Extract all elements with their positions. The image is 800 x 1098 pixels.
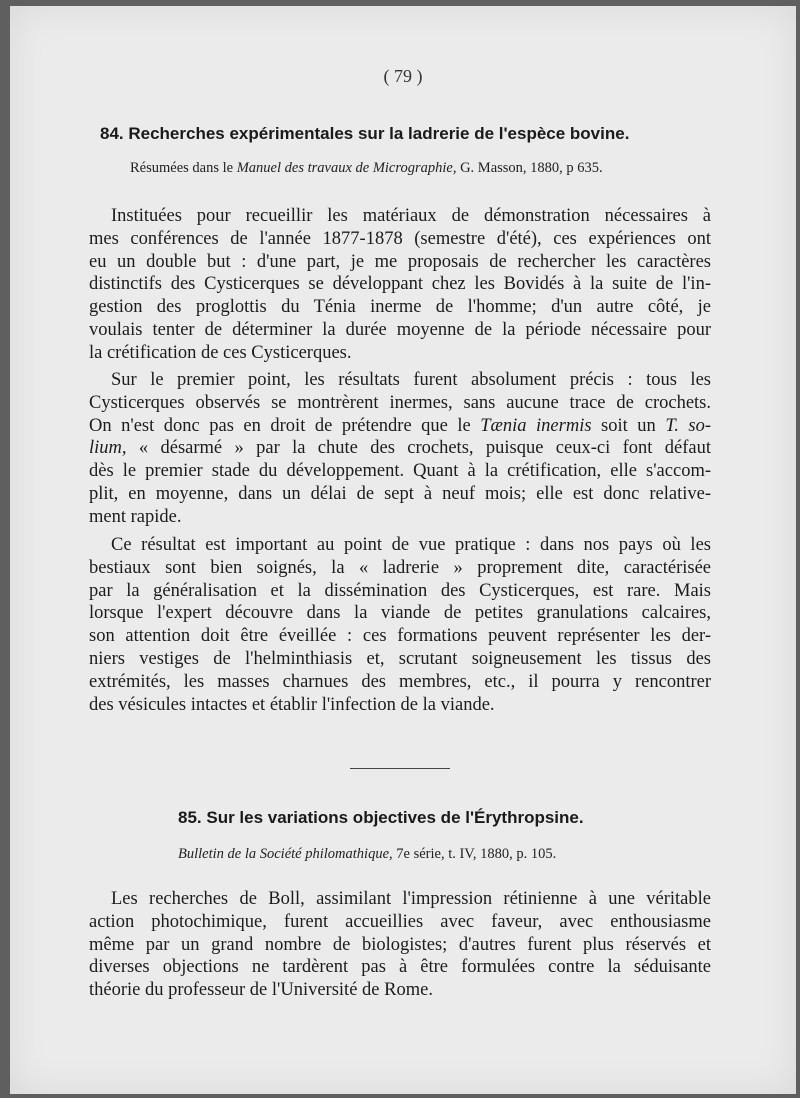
text-run: « désarmé » par la chute des crochets, puisque ceux-ci font défaut [126, 438, 711, 459]
text-line: la crétification de ces Cysticerques. [89, 342, 352, 363]
text-line: action photochimique, furent accueillies avec faveur, avec enthousiasme [89, 911, 711, 932]
text-line [89, 415, 711, 438]
text-line: dès le premier stade du développement. Quant à la crétification, elle s'accom- [89, 461, 711, 482]
text-line: extrémités, les masses charnues des membres, etc., il pourra y rencontrer [89, 671, 711, 692]
section-84-paragraph-3 [89, 534, 711, 716]
text-line: théorie du professeur de l'Université de Rome. [89, 980, 433, 1001]
text-line: eu un double but : d'une part, je me proposais de rechercher les caractères [89, 251, 711, 272]
text-line: ment rapide. [89, 506, 182, 527]
section-divider [350, 768, 450, 769]
text-line: Cysticerques observés se montrèrent inermes, sans aucune trace de crochets. [89, 392, 711, 413]
text-line: Sur le premier point, les résultats furent absolument précis : tous les [111, 370, 711, 390]
text-line: gestion des proglottis du Ténia inerme de l'homme; d'un autre côté, je [89, 297, 711, 318]
taxon-name: Tænia inermis [480, 415, 592, 436]
text-line: voulais tenter de déterminer la durée moyenne de la période nécessaire pour [89, 319, 711, 340]
section-84-paragraph-2 [89, 369, 711, 529]
text-run: soit un [591, 415, 666, 436]
text-line: des vésicules intactes et établir l'infection de la viande. [89, 694, 495, 715]
text-line: niers vestiges de l'helminthiasis et, scrutant soigneusement les tissus des [89, 648, 711, 669]
taxon-name: T. so- [665, 415, 711, 436]
citation-journal: Bulletin de la Société philomathique, [178, 846, 393, 862]
text-line: son attention doit être éveillée : ces formations peuvent représenter les der- [89, 626, 711, 647]
section-85-heading: 85. Sur les variations objectives de l'Érythropsine. [178, 808, 584, 827]
section-84-heading: 84. Recherches expérimentales sur la ladrerie de l'espèce bovine. [100, 124, 630, 143]
page-number: ( 79 ) [383, 66, 423, 86]
taxon-name: lium, [89, 438, 127, 459]
section-85-citation [178, 846, 556, 863]
text-line: Instituées pour recueillir les matériaux de démonstration nécessaires à [111, 206, 711, 226]
text-line: plit, en moyenne, dans un délai de sept à neuf mois; elle est donc relative- [89, 483, 711, 504]
text-line: par la généralisation et la dissémination des Cysticerques, est rare. Mais [89, 580, 711, 601]
text-line: lorsque l'expert découvre dans la viande de petites granulations calcaires, [89, 603, 711, 624]
text-line [89, 437, 711, 460]
text-line: diverses objections ne tardèrent pas à être formulées contre la séduisante [89, 957, 711, 978]
citation-suffix: 7e série, t. IV, 1880, p. 105. [392, 846, 557, 862]
text-run: On n'est donc pas en droit de prétendre que le [89, 415, 481, 436]
citation-prefix: Résumées dans le [130, 160, 237, 176]
text-line: bestiaux sont bien soignés, la « ladrerie » proprement dite, caractérisée [89, 557, 711, 578]
text-line: Les recherches de Boll, assimilant l'impression rétinienne à une véritable [111, 889, 711, 909]
section-85-paragraph-1 [89, 888, 711, 1002]
document-page [10, 6, 796, 1094]
text-line: distinctifs des Cysticerques se développant chez les Bovidés à la suite de l'in- [89, 274, 711, 295]
section-84-citation [130, 160, 603, 177]
citation-journal: Manuel des travaux de Micrographie, [236, 160, 457, 176]
text-line: Ce résultat est important au point de vue pratique : dans nos pays où les [111, 535, 711, 555]
text-line: mes conférences de l'année 1877-1878 (semestre d'été), ces expériences ont [89, 228, 711, 249]
section-84-paragraph-1 [89, 205, 711, 365]
citation-suffix: G. Masson, 1880, p 635. [456, 160, 603, 176]
text-line: même par un grand nombre de biologistes; d'autres furent plus réservés et [89, 934, 711, 955]
